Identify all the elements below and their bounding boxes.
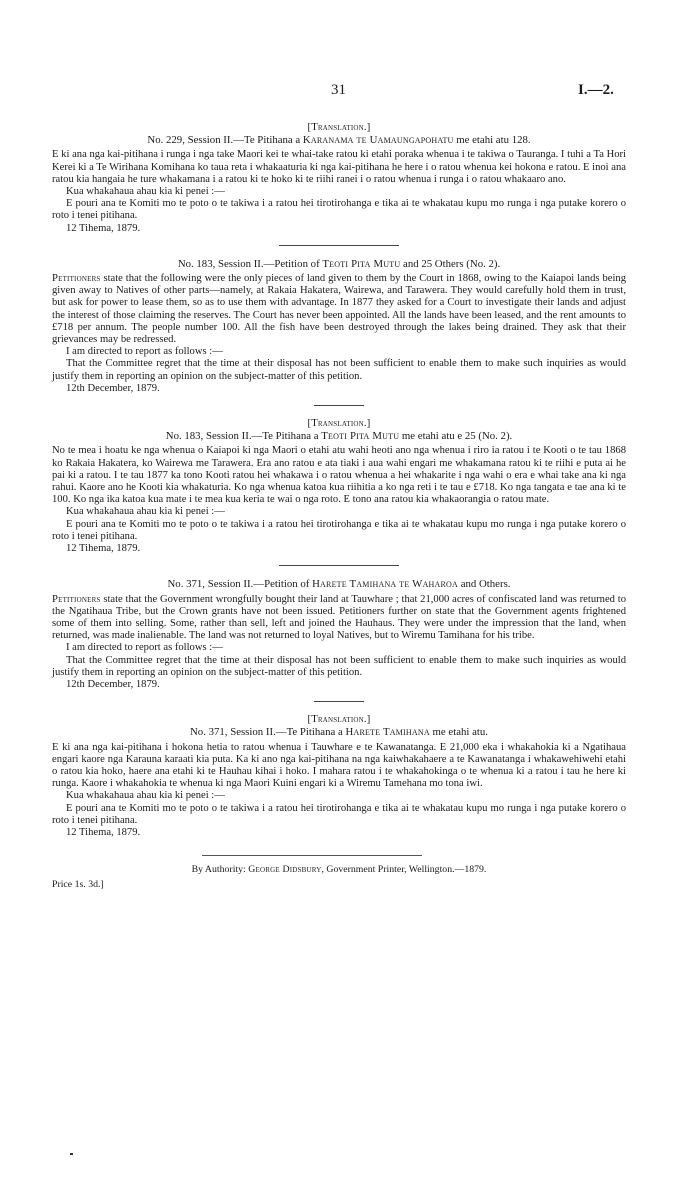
petition-body: Petitioners state that the Government wrongfully bought their land at Tauwhare ; that 21,000 acres of confiscated land was returned to the Ngatihaua Tribe, but the Crown grants have not been issued. Petitioners further on state that the Government agents frightened some of them into selling. Some, rather than sell, left and joined the Hauhaus. They were under the impression that the land, when returned, was made inalienable. The land was not returned to loyal Natives, but to Wiremu Tamihana for his tribe. — [52, 593, 626, 642]
printer-imprint: By Authority: George Didsbury, Government Printer, Wellington.—1879. — [191, 864, 487, 876]
petition-body: Petitioners state that the following were the only pieces of land given to them by the Court in 1868, owing to the Kaiapoi lands being given away to Natives of other parts—namely, at Rakaia Hakatera, Wairewa, and Tarawera. They would carefully hold them in trust, but ask for power to lease them, so as to use them with advantage. In 1877 they asked for a Court to investigate their lands and adjust the interest of those claiming the reserves. The Court has never been appointed. All the lands have been leased, and the rent amounts to £718 per annum. The people number 100. All the fish have been destroyed through the lakes being drained. They ask that their grievances may be redressed. — [52, 273, 626, 346]
price-line: Price 1s. 3d.] — [52, 879, 104, 891]
section-petition-371 — [52, 578, 626, 691]
report-date: 12th December, 1879. — [66, 678, 160, 690]
section-divider — [314, 701, 364, 702]
page-body — [52, 122, 626, 892]
section-petition-229-translation — [52, 122, 626, 235]
stray-mark — [70, 1153, 73, 1155]
section-divider — [314, 405, 364, 406]
petition-body: E ki ana nga kai-pitihana i runga i nga take Maori kei te whai-take ratou ki etahi poraka whenua i te takiwa o Tauranga. I tuhi a Ta Hori Kerei ki a Te Wirihana Komihana ko taua reta i whakaaturia ki nga kai-pitihana he here i o ratou whenua kei hokona e ratou. E inoi ana ratou kia hangaia he ture whakamana i a ratou ki te hoko ki te riihi ranei i o ratou whenua i runga i o ratou whakaaro ano. — [52, 149, 626, 185]
section-divider — [279, 565, 399, 566]
translation-label: [Translation.] — [307, 714, 371, 726]
section-title: No. 371, Session II.—Te Pitihana a Harete Tamihana me etahi atu. — [190, 726, 488, 739]
translation-label: [Translation.] — [307, 122, 371, 133]
section-divider — [279, 245, 399, 246]
directed-line: Kua whakahaua ahau kia ki penei :— — [66, 790, 225, 802]
report-date: 12 Tihema, 1879. — [66, 222, 141, 234]
section-petition-183 — [52, 258, 626, 395]
section-title: No. 229, Session II.—Te Pitihana a Karanama te Uamaungapohatu me etahi atu 128. — [147, 134, 531, 147]
committee-report: E pouri ana te Komiti mo te poto o te takiwa i a ratou hei tirotirohanga e tika ai te whakatau kupu mo runga i nga putake korero o roto i tenei pitihana. — [52, 802, 626, 826]
report-date: 12 Tihema, 1879. — [66, 826, 141, 838]
petition-body: E ki ana nga kai-pitihana i hokona hetia to ratou whenua i Tauwhare e te Kawanatanga. E 21,000 eka i whakahokia ki a Ngatihaua engari kaore nga Karauna karaati kia puta. Ka ki ano nga kai-pitihana na nga kaiwhakahaere a te Kawanatanga i whakawehiwehi etahi o ratou kia hoko, haere ana etahi ki te Hauhau kihai i hoko. I mahara ratou i te whakahokinga o te whenua ki a ratou i tau he here ki runga. Kaore i whakahokia te whenua ki nga Maori Kuini engari ki a Wiremu Tamehana mo tona iwi. — [52, 741, 626, 790]
directed-line: I am directed to report as follows :— — [66, 642, 223, 654]
petition-body: No te mea i hoatu ke nga whenua o Kaiapoi ki nga Maori o etahi atu wahi heoti ano nga whenua i riro ia ratou i te Kooti o te tau 1868 ko Rakaia Hakatera, ko Wairewa me Tarawera. Era ano ratou e ata tiaki i aua wahi engari me whakamana ratou ki te riihi e puta ai he pai ki a ratou. I te tau 1877 ka tono Kooti ratou hei whakawa i o ratou whenua a hei whakarite i nga wahi o era e whai take ana ki nga rahui. Kaore ano he Kooti kia whakaturia. Ko nga whenua katoa kua riihitia a ko nga reti i te tau e £718. Ko nga tangata e tae ana ki te 100. Ko nga ika katoa kua mate i te mea kua keria te wai o nga roto. E tono ana ratou kia whakaorangia o ratou mate. — [52, 445, 626, 506]
footer-divider — [202, 855, 422, 856]
document-reference: I.—2. — [578, 82, 614, 98]
committee-report: E pouri ana te Komiti mo te poto o te takiwa i a ratou hei tirotirohanga e tika ai te whakatau kupu mo runga i nga putake korero o roto i tenei pitihana. — [52, 518, 626, 542]
page-number: 31 — [331, 82, 346, 98]
translation-label: [Translation.] — [307, 418, 371, 430]
section-title: No. 371, Session II.—Petition of Harete Tamihana te Waharoa and Others. — [167, 578, 511, 591]
committee-report: E pouri ana te Komiti mo te poto o te takiwa i a ratou hei tirotirohanga e tika ai te whakatau kupu mo runga i nga putake korero o roto i tenei pitihana. — [52, 198, 626, 222]
report-date: 12th December, 1879. — [66, 382, 160, 394]
directed-line: Kua whakahaua ahau kia ki penei :— — [66, 506, 225, 518]
directed-line: I am directed to report as follows :— — [66, 346, 223, 358]
committee-report: That the Committee regret that the time at their disposal has not been sufficient to enable them to make such inquiries as would justify them in reporting an opinion on the subject-matter of this petition. — [52, 358, 626, 382]
directed-line: Kua whakahaua ahau kia ki penei :— — [66, 186, 225, 198]
committee-report: That the Committee regret that the time at their disposal has not been sufficient to enable them to make such inquiries as would justify them in reporting an opinion on the subject-matter of this petition. — [52, 654, 626, 678]
section-title: No. 183, Session II.—Te Pitihana a Teoti Pita Mutu me etahi atu e 25 (No. 2). — [165, 430, 513, 443]
report-date: 12 Tihema, 1879. — [66, 543, 141, 555]
section-petition-183-translation — [52, 418, 626, 555]
section-title: No. 183, Session II.—Petition of Teoti Pita Mutu and 25 Others (No. 2). — [177, 257, 501, 270]
section-petition-371-translation — [52, 714, 626, 839]
